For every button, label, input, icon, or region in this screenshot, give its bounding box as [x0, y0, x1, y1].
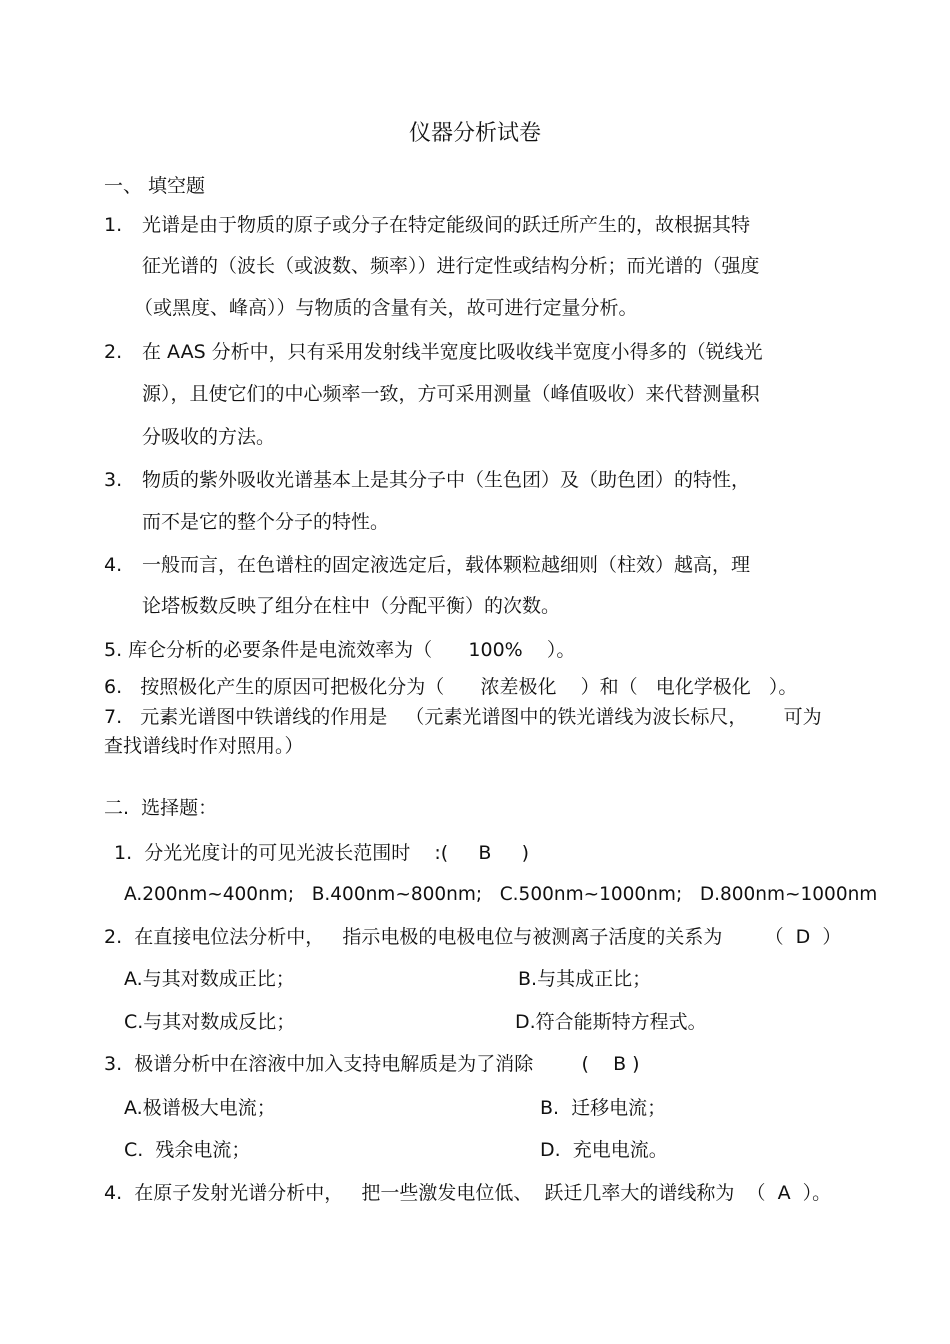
- choice-3-option-b: B. 迁移电流；: [540, 1097, 667, 1119]
- question-3-line-2: 而不是它的整个分子的特性。: [142, 511, 390, 533]
- question-4-line-1: 一般而言，在色谱柱的固定液选定后，载体颗粒越细则（柱效）越高，理: [142, 554, 751, 576]
- choice-3-option-a: A.极谱极大电流；: [124, 1097, 276, 1119]
- question-1-line-1: 光谱是由于物质的原子或分子在特定能级间的跃迁所产生的，故根据其特: [142, 214, 751, 236]
- section-1-heading: 一、 填空题: [104, 175, 206, 197]
- question-1-number: 1.: [104, 214, 123, 236]
- question-5: 5. 库仑分析的必要条件是电流效率为（ 100% ）。: [104, 639, 576, 661]
- question-4-number: 4.: [104, 554, 123, 576]
- section-2-heading: 二. 选择题：: [104, 797, 218, 819]
- question-6: 6. 按照极化产生的原因可把极化分为（ 浓差极化 ）和（ 电化学极化 ）。: [104, 676, 798, 698]
- choice-4-stem: 4. 在原子发射光谱分析中， 把一些激发电位低、 跃迁几率大的谱线称为 （ A ）。: [104, 1182, 832, 1204]
- page-title: 仪器分析试卷: [408, 121, 541, 146]
- choice-2-stem: 2. 在直接电位法分析中， 指示电极的电极电位与被测离子活度的关系为 （ D ）: [104, 926, 842, 948]
- choice-3-stem: 3. 极谱分析中在溶液中加入支持电解质是为了消除 ( B ): [104, 1053, 640, 1075]
- question-3-line-1: 物质的紫外吸收光谱基本上是其分子中（生色团）及（助色团）的特性，: [142, 469, 751, 491]
- choice-1-options: A.200nm~400nm; B.400nm~800nm; C.500nm~1000nm; D.800nm~1000nm: [124, 884, 878, 905]
- choice-2-option-a: A.与其对数成正比；: [124, 968, 295, 990]
- question-2-line-1: 在 AAS 分析中，只有采用发射线半宽度比吸收线半宽度小得多的（锐线光: [142, 341, 763, 363]
- question-7-line-2: 查找谱线时作对照用。）: [104, 735, 304, 757]
- choice-3-option-c: C. 残余电流；: [124, 1139, 251, 1161]
- question-2-line-3: 分吸收的方法。: [142, 426, 276, 448]
- choice-2-option-d: D.符合能斯特方程式。: [515, 1011, 707, 1033]
- choice-2-option-c: C.与其对数成反比；: [124, 1011, 296, 1033]
- question-2-line-2: 源），且使它们的中心频率一致，方可采用测量（峰值吸收）来代替测量积: [142, 383, 760, 405]
- question-7-line-1: 7. 元素光谱图中铁谱线的作用是 （元素光谱图中的铁光谱线为波长标尺， 可为: [104, 706, 822, 728]
- question-2-number: 2.: [104, 341, 123, 363]
- question-1-line-3: （或黑度、峰高））与物质的含量有关，故可进行定量分析。: [134, 297, 638, 319]
- question-4-line-2: 论塔板数反映了组分在柱中（分配平衡）的次数。: [142, 595, 561, 617]
- question-1-line-2: 征光谱的（波长（或波数、频率））进行定性或结构分析；而光谱的（强度: [142, 255, 760, 277]
- question-3-number: 3.: [104, 469, 123, 491]
- choice-3-option-d: D. 充电电流。: [540, 1139, 668, 1161]
- choice-1-stem: 1. 分光光度计的可见光波长范围时 :( B ): [114, 842, 530, 864]
- choice-2-option-b: B.与其成正比；: [518, 968, 652, 990]
